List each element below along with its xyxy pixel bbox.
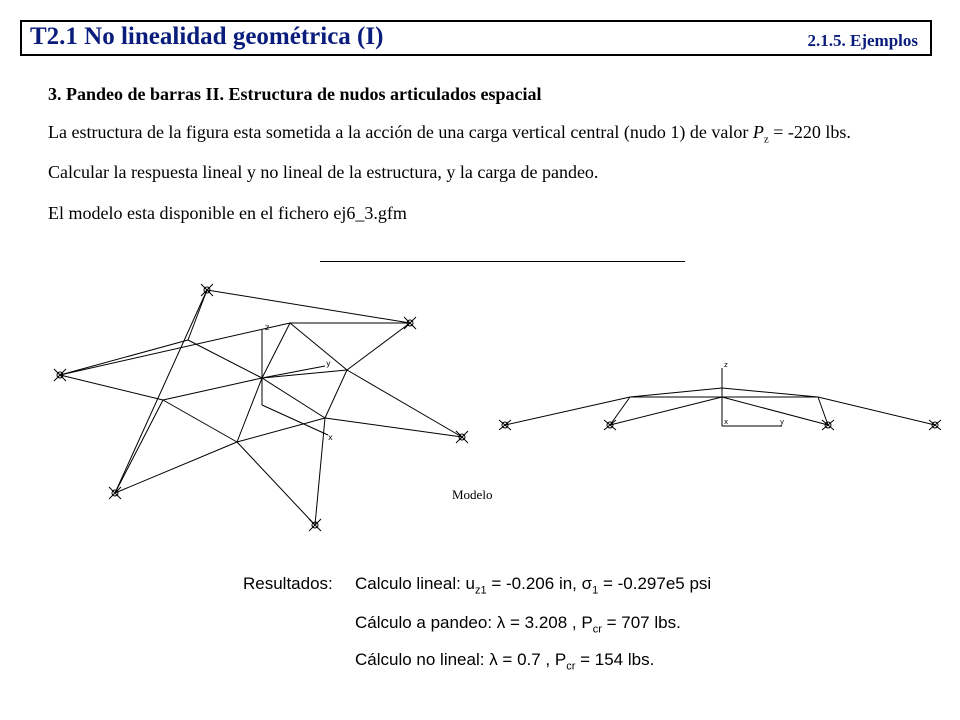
result-nonlinear-mid: = 0.7 , P	[497, 650, 567, 669]
statement-line-2: Calcular la respuesta lineal y no lineal de la estructura, y la carga de pandeo.	[48, 162, 599, 182]
model-elevation-view	[495, 355, 950, 440]
support-icon	[929, 420, 941, 430]
support-icon	[109, 487, 121, 499]
result-buckling-post: = 707 lbs.	[601, 613, 681, 632]
support-icon	[456, 431, 468, 443]
axis-label-x: x	[328, 433, 333, 442]
support-icon	[822, 420, 834, 430]
result-nonlinear	[355, 650, 654, 672]
support-icon	[54, 369, 66, 381]
lambda-symbol: λ	[496, 613, 506, 632]
result-linear-text: Calculo lineal: u	[355, 574, 476, 593]
example-heading: 3. Pandeo de barras II. Estructura de nudos articulados espacial	[48, 84, 542, 104]
result-linear-sub2: 1	[592, 584, 599, 597]
truss-bars	[60, 290, 462, 525]
support-icon	[499, 420, 511, 430]
lambda-symbol: λ	[489, 650, 498, 669]
statement-line-1-text: La estructura de la figura esta sometida a la acción de una carga vertical central (nudo 1) de valor	[48, 122, 753, 142]
result-linear-post: = -0.297e5 psi	[598, 574, 712, 593]
elevation-bars	[505, 388, 935, 425]
axis-label-y-right: y	[780, 418, 785, 426]
result-linear	[355, 574, 711, 596]
support-icon	[201, 284, 213, 296]
model-3d-view	[40, 270, 493, 540]
result-buckling	[355, 613, 681, 635]
axis-label-z-right: z	[724, 361, 728, 369]
result-buckling-text: Cálculo a pandeo:	[355, 613, 497, 632]
axis-label-x-right: x	[724, 418, 729, 426]
load-subscript: z	[763, 133, 769, 146]
slide-header	[20, 20, 932, 56]
load-symbol: P	[752, 122, 764, 142]
statement-line-1	[48, 122, 851, 146]
section-label: 2.1.5. Ejemplos	[807, 31, 918, 50]
results-label: Resultados:	[243, 574, 333, 593]
result-buckling-sub: cr	[592, 623, 602, 636]
result-nonlinear-post: = 154 lbs.	[575, 650, 655, 669]
result-linear-sub1: z1	[475, 584, 487, 597]
statement-line-3: El modelo esta disponible en el fichero ej6_3.gfm	[48, 203, 407, 223]
support-icon	[604, 420, 616, 430]
result-buckling-mid: = 3.208 , P	[505, 613, 593, 632]
result-nonlinear-sub: cr	[566, 660, 576, 673]
slide-title: T2.1 No linealidad geométrica (I)	[30, 23, 384, 50]
axis-label-z: z	[265, 323, 270, 332]
axis-label-y: y	[326, 359, 331, 368]
result-linear-mid: = -0.206 in,	[486, 574, 582, 593]
support-icons	[54, 284, 468, 531]
figure-caption: Modelo	[452, 487, 493, 502]
result-nonlinear-text: Cálculo no lineal:	[355, 650, 490, 669]
load-value: = -220 lbs.	[768, 122, 851, 142]
divider-line	[320, 261, 685, 262]
sigma-symbol: σ	[581, 574, 593, 593]
elevation-supports	[499, 420, 941, 430]
